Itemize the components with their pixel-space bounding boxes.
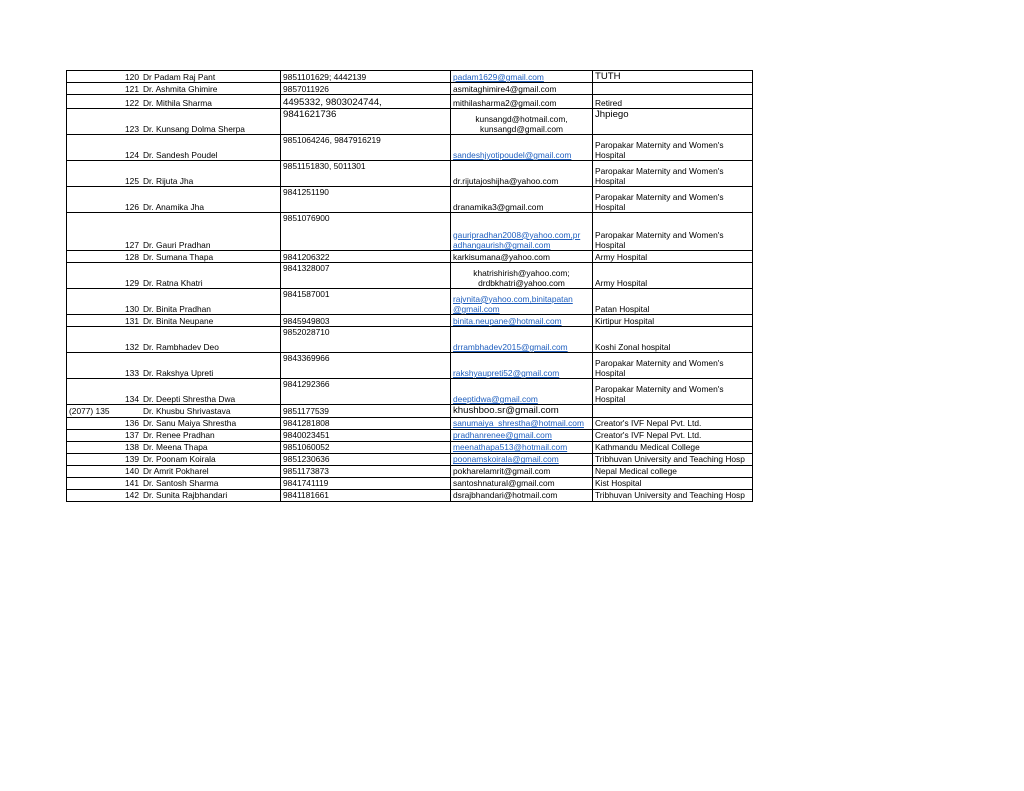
email-cell xyxy=(451,327,593,353)
phone-cell xyxy=(281,135,451,161)
email-address: dsrajbhandari@hotmail.com xyxy=(453,490,558,501)
row-number-cell xyxy=(67,327,142,353)
organization: TUTH xyxy=(595,71,621,82)
row-number: 129 xyxy=(125,278,139,288)
phone-number: 9841741119 xyxy=(283,478,329,489)
email-cell xyxy=(451,379,593,405)
organization-cell xyxy=(593,109,753,135)
email-cell xyxy=(451,315,593,327)
row-number: 130 xyxy=(125,304,139,314)
table-row xyxy=(67,417,753,429)
phone-number: 9851230636 xyxy=(283,454,330,465)
email-address: kunsangd@hotmail.com, xyxy=(475,113,568,124)
phone-number: 9841587001 xyxy=(283,289,330,300)
organization-cell xyxy=(593,251,753,263)
row-number-cell xyxy=(67,453,142,465)
row-number-cell xyxy=(67,465,142,477)
organization-cell xyxy=(593,441,753,453)
email-cell xyxy=(451,71,593,83)
email-address[interactable]: @gmail.com xyxy=(453,304,500,314)
row-number: 133 xyxy=(125,368,139,378)
row-number-cell xyxy=(67,289,142,315)
phone-number: 9845949803 xyxy=(283,316,330,326)
phone-number: 9841621736 xyxy=(283,109,337,121)
phone-number: 9851064246, 9847916219 xyxy=(283,135,381,146)
name-cell xyxy=(141,161,281,187)
table-row xyxy=(67,187,753,213)
phone-number: 9841181661 xyxy=(283,490,329,501)
organization-cell xyxy=(593,327,753,353)
table-row xyxy=(67,489,753,501)
table-row xyxy=(67,135,753,161)
name-cell xyxy=(141,441,281,453)
name-cell xyxy=(141,95,281,109)
row-number-cell xyxy=(67,95,142,109)
row-number: 128 xyxy=(125,252,139,262)
email-cell xyxy=(451,213,593,251)
email-cell xyxy=(451,289,593,315)
organization: Paropakar Maternity and Women's xyxy=(595,165,724,176)
email-cell xyxy=(451,161,593,187)
email-address: dr.rijutajoshijha@yahoo.com xyxy=(453,176,559,186)
name-cell xyxy=(141,405,281,417)
organization-cell xyxy=(593,353,753,379)
row-number-cell xyxy=(67,429,142,441)
phone-number: 9841251190 xyxy=(283,187,329,198)
email-cell xyxy=(451,135,593,161)
phone-cell xyxy=(281,109,451,135)
doctor-name: Dr. Meena Thapa xyxy=(143,442,208,453)
name-cell xyxy=(141,109,281,135)
row-number: 139 xyxy=(125,454,139,465)
phone-number: 9851151830, 5011301 xyxy=(283,161,366,172)
table-row xyxy=(67,327,753,353)
organization: Hospital xyxy=(595,176,626,186)
table-row xyxy=(67,109,753,135)
email-address: drdbkhatri@yahoo.com xyxy=(478,278,565,288)
row-number: 138 xyxy=(125,442,139,453)
table-row xyxy=(67,213,753,251)
phone-cell xyxy=(281,465,451,477)
doctor-name: Dr. Poonam Koirala xyxy=(143,454,216,465)
phone-number: 9841281808 xyxy=(283,418,330,429)
doctor-name: Dr. Mithila Sharma xyxy=(143,98,212,108)
organization: Kist Hospital xyxy=(595,478,642,489)
table-row xyxy=(67,289,753,315)
contact-table-body xyxy=(67,71,753,502)
doctor-name: Dr. Kunsang Dolma Sherpa xyxy=(143,124,245,134)
row-number-cell xyxy=(67,353,142,379)
doctor-name: Dr. Sandesh Poudel xyxy=(143,150,218,160)
email-address: santoshnatural@gmail.com xyxy=(453,478,555,489)
email-cell xyxy=(451,83,593,95)
table-row xyxy=(67,353,753,379)
organization: Hospital xyxy=(595,240,626,250)
email-address: karkisumana@yahoo.com xyxy=(453,252,550,262)
email-address[interactable]: rakshyaupreti52@gmail.com xyxy=(453,368,560,378)
email-address[interactable]: padam1629@gmail.com xyxy=(453,72,544,82)
name-cell xyxy=(141,429,281,441)
name-cell xyxy=(141,465,281,477)
email-address[interactable]: deeptidwa@gmail.com xyxy=(453,394,538,404)
row-number: 140 xyxy=(125,466,139,477)
organization: Kathmandu Medical College xyxy=(595,442,700,453)
organization-cell xyxy=(593,477,753,489)
name-cell xyxy=(141,135,281,161)
organization: Creator's IVF Nepal Pvt. Ltd. xyxy=(595,430,702,441)
table-row xyxy=(67,71,753,83)
row-number: 126 xyxy=(125,202,139,212)
email-cell xyxy=(451,441,593,453)
doctor-name: Dr. Ratna Khatri xyxy=(143,278,203,288)
phone-cell xyxy=(281,315,451,327)
phone-cell xyxy=(281,441,451,453)
phone-cell xyxy=(281,353,451,379)
email-cell xyxy=(451,95,593,109)
row-number: 137 xyxy=(125,430,139,441)
organization: Paropakar Maternity and Women's xyxy=(595,357,724,368)
organization: Tribhuvan University and Teaching Hosp xyxy=(595,490,745,501)
doctor-name: Dr. Sanu Maiya Shrestha xyxy=(143,418,237,429)
phone-cell xyxy=(281,489,451,501)
email-cell xyxy=(451,251,593,263)
row-number-cell xyxy=(67,405,142,417)
name-cell xyxy=(141,263,281,289)
email-address: pokharelamrit@gmail.com xyxy=(453,466,551,477)
phone-number: 9840023451 xyxy=(283,430,330,441)
phone-cell xyxy=(281,417,451,429)
email-address: kunsangd@gmail.com xyxy=(480,124,563,134)
table-row xyxy=(67,429,753,441)
row-number: 136 xyxy=(125,418,139,429)
table-row xyxy=(67,453,753,465)
email-address[interactable]: adhangaurish@gmail.com xyxy=(453,240,551,250)
name-cell xyxy=(141,315,281,327)
row-number-cell xyxy=(67,109,142,135)
phone-number: 9851101629; 4442139 xyxy=(283,72,367,82)
name-cell xyxy=(141,251,281,263)
organization-cell xyxy=(593,263,753,289)
row-number: 131 xyxy=(125,316,139,326)
table-row xyxy=(67,161,753,187)
organization: Paropakar Maternity and Women's xyxy=(595,139,724,150)
email-cell xyxy=(451,417,593,429)
doctor-name: Dr. Deepti Shrestha Dwa xyxy=(143,394,236,404)
organization: Hospital xyxy=(595,202,626,212)
doctor-name: Dr. Anamika Jha xyxy=(143,202,204,212)
email-address: mithilasharma2@gmail.com xyxy=(453,98,557,108)
organization-cell xyxy=(593,83,753,95)
email-cell xyxy=(451,263,593,289)
row-number-cell xyxy=(67,213,142,251)
organization: Patan Hospital xyxy=(595,304,650,314)
phone-number: 4495332, 9803024744, xyxy=(283,97,382,108)
name-cell xyxy=(141,327,281,353)
row-number: 122 xyxy=(125,98,139,108)
email-address[interactable]: poonamskoirala@gmail.com xyxy=(453,454,559,465)
organization-cell xyxy=(593,489,753,501)
organization-cell xyxy=(593,161,753,187)
name-cell xyxy=(141,453,281,465)
phone-number: 9851173873 xyxy=(283,466,329,477)
table-row xyxy=(67,465,753,477)
phone-cell xyxy=(281,327,451,353)
doctor-name: Dr. Binita Neupane xyxy=(143,316,214,326)
email-address[interactable]: gauripradhan2008@yahoo.com,pr xyxy=(453,229,581,240)
phone-number: 9852028710 xyxy=(283,327,330,338)
phone-number: 9851060052 xyxy=(283,442,330,453)
email-address: khushboo.sr@gmail.com xyxy=(453,405,559,417)
phone-number: 9843369966 xyxy=(283,353,330,364)
email-cell xyxy=(451,353,593,379)
table-row xyxy=(67,315,753,327)
organization: Kirtipur Hospital xyxy=(595,316,655,326)
table-row xyxy=(67,251,753,263)
phone-number: 9851177539 xyxy=(283,406,329,417)
phone-cell xyxy=(281,263,451,289)
phone-cell xyxy=(281,71,451,83)
phone-cell xyxy=(281,453,451,465)
row-number: 127 xyxy=(125,240,139,250)
row-number: 124 xyxy=(125,150,139,160)
name-cell xyxy=(141,289,281,315)
email-address[interactable]: rajvnita@yahoo.com,binitapatan xyxy=(453,293,573,304)
phone-cell xyxy=(281,251,451,263)
table-row xyxy=(67,379,753,405)
organization-cell xyxy=(593,213,753,251)
organization-cell xyxy=(593,135,753,161)
table-row xyxy=(67,83,753,95)
doctor-name: Dr. Binita Pradhan xyxy=(143,304,211,314)
row-number-cell xyxy=(67,263,142,289)
phone-number: 9841206322 xyxy=(283,252,330,262)
table-row xyxy=(67,263,753,289)
email-address[interactable]: binita.neupane@hotmail.com xyxy=(453,316,562,326)
organization-cell xyxy=(593,315,753,327)
doctor-name: Dr. Rijuta Jha xyxy=(143,176,194,186)
doctor-name: Dr. Gauri Pradhan xyxy=(143,240,211,250)
email-cell xyxy=(451,453,593,465)
row-number: (2077) 135 xyxy=(69,406,110,417)
doctor-name: Dr Padam Raj Pant xyxy=(143,72,216,82)
row-number: 123 xyxy=(125,124,139,134)
row-number-cell xyxy=(67,161,142,187)
email-cell xyxy=(451,109,593,135)
email-address[interactable]: sandeshjyotipoudel@gmail.com xyxy=(453,150,572,160)
email-cell xyxy=(451,187,593,213)
row-number-cell xyxy=(67,83,142,95)
doctor-name: Dr. Ashmita Ghimire xyxy=(143,84,218,94)
phone-cell xyxy=(281,289,451,315)
name-cell xyxy=(141,417,281,429)
phone-number: 9841292366 xyxy=(283,379,330,390)
doctor-name: Dr. Sumana Thapa xyxy=(143,252,214,262)
organization: Jhpiego xyxy=(595,109,629,121)
name-cell xyxy=(141,353,281,379)
organization-cell xyxy=(593,417,753,429)
table-row xyxy=(67,405,753,417)
row-number-cell xyxy=(67,379,142,405)
email-address: dranamika3@gmail.com xyxy=(453,202,544,212)
doctor-name: Dr. Sunita Rajbhandari xyxy=(143,490,228,501)
doctor-name: Dr. Khusbu Shrivastava xyxy=(143,406,231,417)
row-number-cell xyxy=(67,489,142,501)
organization-cell xyxy=(593,187,753,213)
row-number-cell xyxy=(67,441,142,453)
organization: Retired xyxy=(595,98,622,108)
email-cell xyxy=(451,477,593,489)
organization: Tribhuvan University and Teaching Hosp xyxy=(595,454,745,465)
contact-table xyxy=(66,70,753,502)
doctor-name: Dr. Santosh Sharma xyxy=(143,478,219,489)
email-address[interactable]: sanumaiya_shrestha@hotmail.com xyxy=(453,418,584,429)
phone-cell xyxy=(281,161,451,187)
phone-number: 9857011926 xyxy=(283,84,329,94)
row-number: 132 xyxy=(125,342,139,352)
row-number-cell xyxy=(67,135,142,161)
doctor-name: Dr. Renee Pradhan xyxy=(143,430,215,441)
organization: Hospital xyxy=(595,394,626,404)
email-cell xyxy=(451,489,593,501)
organization-cell xyxy=(593,95,753,109)
row-number-cell xyxy=(67,251,142,263)
email-address: asmitaghimire4@gmail.com xyxy=(453,84,557,94)
organization: Paropakar Maternity and Women's xyxy=(595,229,724,240)
doctor-name: Dr. Rakshya Upreti xyxy=(143,368,214,378)
organization-cell xyxy=(593,453,753,465)
organization: Army Hospital xyxy=(595,278,648,288)
phone-number: 9851076900 xyxy=(283,213,330,224)
row-number: 121 xyxy=(125,84,139,94)
name-cell xyxy=(141,477,281,489)
row-number: 125 xyxy=(125,176,139,186)
phone-cell xyxy=(281,405,451,417)
name-cell xyxy=(141,83,281,95)
organization-cell xyxy=(593,405,753,417)
name-cell xyxy=(141,489,281,501)
table-row xyxy=(67,477,753,489)
name-cell xyxy=(141,71,281,83)
phone-cell xyxy=(281,83,451,95)
row-number: 142 xyxy=(125,490,139,501)
row-number-cell xyxy=(67,417,142,429)
name-cell xyxy=(141,213,281,251)
organization: Nepal Medical college xyxy=(595,466,677,477)
phone-cell xyxy=(281,379,451,405)
email-address[interactable]: meenathapa513@hotmail.com xyxy=(453,442,568,453)
row-number-cell xyxy=(67,477,142,489)
row-number-cell xyxy=(67,315,142,327)
name-cell xyxy=(141,379,281,405)
email-cell xyxy=(451,465,593,477)
organization-cell xyxy=(593,429,753,441)
organization: Koshi Zonal hospital xyxy=(595,342,671,352)
phone-cell xyxy=(281,95,451,109)
organization-cell xyxy=(593,289,753,315)
row-number: 120 xyxy=(125,72,139,82)
row-number-cell xyxy=(67,187,142,213)
organization: Creator's IVF Nepal Pvt. Ltd. xyxy=(595,418,702,429)
name-cell xyxy=(141,187,281,213)
organization: Paropakar Maternity and Women's xyxy=(595,383,724,394)
phone-cell xyxy=(281,213,451,251)
table-row xyxy=(67,95,753,109)
phone-cell xyxy=(281,477,451,489)
email-cell xyxy=(451,429,593,441)
organization: Army Hospital xyxy=(595,252,648,262)
row-number-cell xyxy=(67,71,142,83)
table-row xyxy=(67,441,753,453)
organization-cell xyxy=(593,71,753,83)
row-number: 141 xyxy=(125,478,139,489)
organization-cell xyxy=(593,465,753,477)
phone-cell xyxy=(281,429,451,441)
organization: Paropakar Maternity and Women's xyxy=(595,191,724,202)
email-cell xyxy=(451,405,593,417)
organization: Hospital xyxy=(595,368,626,378)
phone-number: 9841328007 xyxy=(283,263,330,274)
phone-cell xyxy=(281,187,451,213)
email-address: khatrishirish@yahoo.com; xyxy=(473,267,570,278)
doctor-name: Dr. Rambhadev Deo xyxy=(143,342,219,352)
row-number: 134 xyxy=(125,394,139,404)
email-address[interactable]: drrambhadev2015@gmail.com xyxy=(453,342,568,352)
doctor-name: Dr Amrit Pokharel xyxy=(143,466,209,477)
organization-cell xyxy=(593,379,753,405)
email-address[interactable]: pradhanrenee@gmail.com xyxy=(453,430,552,441)
organization: Hospital xyxy=(595,150,626,160)
